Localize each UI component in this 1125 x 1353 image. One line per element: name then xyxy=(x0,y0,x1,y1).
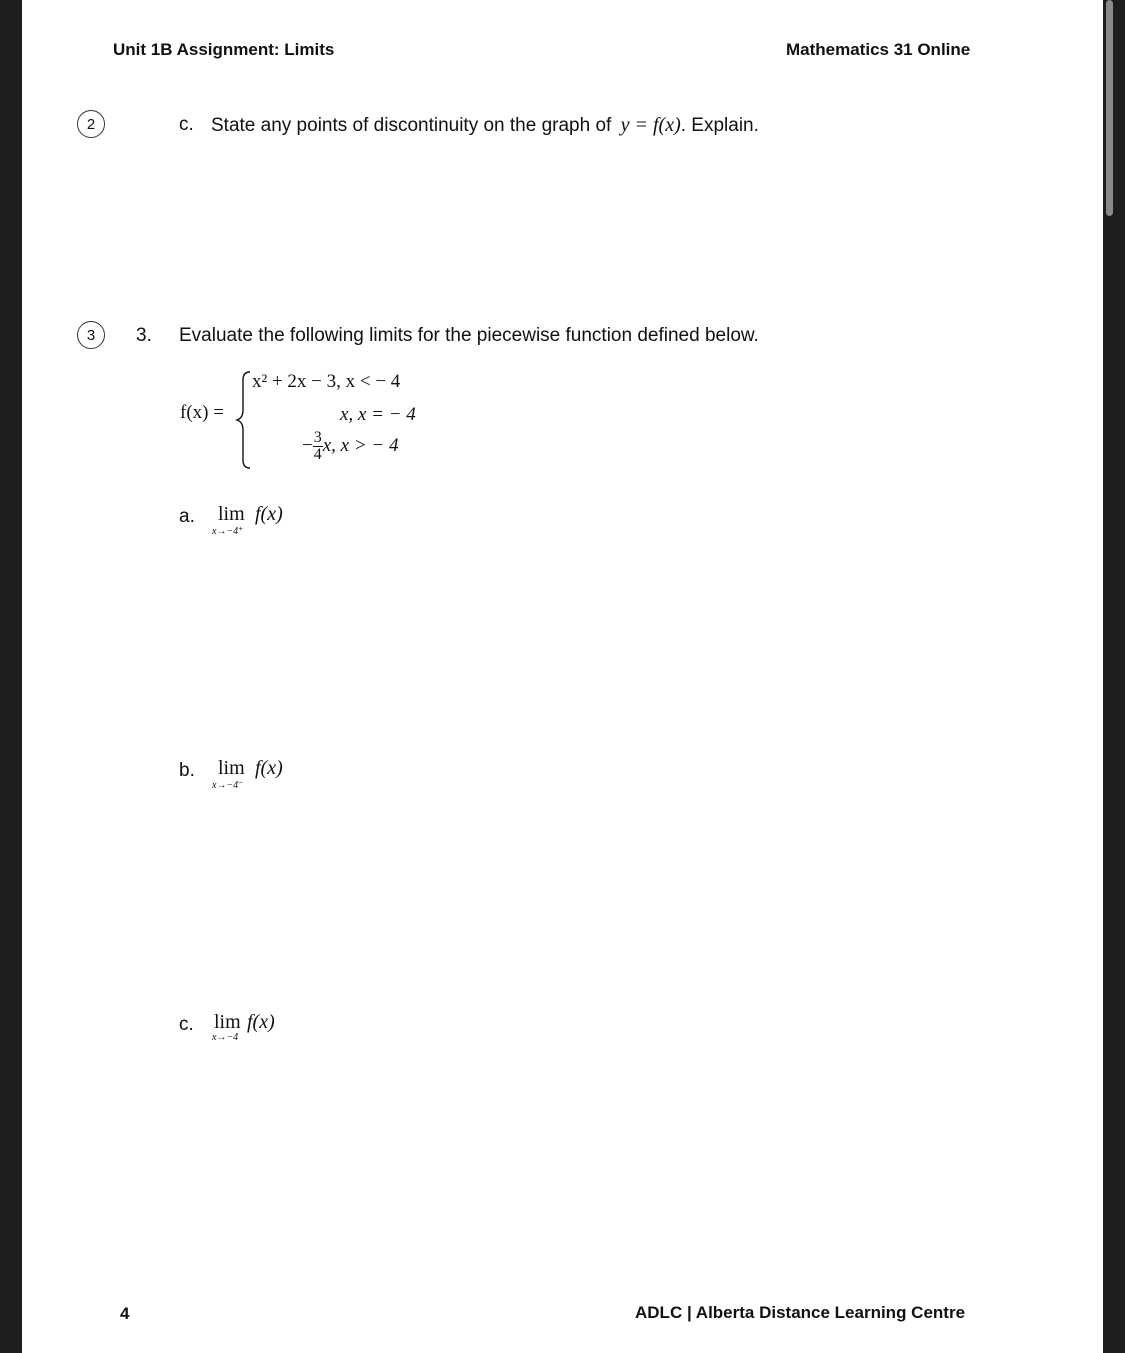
function-lhs: f(x) = xyxy=(180,402,224,423)
limit-subscript: x→−4⁺ xyxy=(212,526,244,537)
question-text: Evaluate the following limits for the piecewise function defined below. xyxy=(179,325,759,346)
limit-expression: f(x) xyxy=(247,1011,275,1033)
marks-circle: 2 xyxy=(77,110,105,138)
question-text-suffix: . Explain. xyxy=(680,115,759,136)
question-text-main: State any points of discontinuity on the graph of xyxy=(211,115,612,136)
limit-word: lim xyxy=(218,757,245,779)
part-label: b. xyxy=(179,760,195,781)
fraction xyxy=(313,430,323,463)
part-label: a. xyxy=(179,506,195,527)
limit-expression: f(x) xyxy=(255,503,283,525)
limit-word: lim xyxy=(214,1011,241,1033)
part-label: c. xyxy=(179,114,194,135)
marks-circle: 3 xyxy=(77,321,105,349)
inline-math: y = f(x) xyxy=(620,114,681,136)
limit-word: lim xyxy=(218,503,245,525)
limit-expression: f(x) xyxy=(255,757,283,779)
limit-subscript: x→−4 xyxy=(212,1032,239,1043)
case-3 xyxy=(302,430,398,463)
fraction-denominator: 4 xyxy=(313,446,322,463)
header-title: Unit 1B Assignment: Limits xyxy=(113,40,335,59)
fraction-numerator: 3 xyxy=(313,429,322,446)
case-3-expr: x, x > − 4 xyxy=(322,434,399,456)
scrollbar-thumb[interactable] xyxy=(1106,0,1113,216)
limit-subscript: x→−4⁻ xyxy=(212,780,244,791)
part-label: c. xyxy=(179,1014,194,1035)
header-course: Mathematics 31 Online xyxy=(786,40,971,59)
question-text xyxy=(211,114,759,137)
document-page xyxy=(22,0,1103,1353)
question-number: 3. xyxy=(136,325,152,346)
case-2: x, x = − 4 xyxy=(340,404,416,425)
case-1: x² + 2x − 3, x < − 4 xyxy=(252,371,401,392)
frac-sign: − xyxy=(302,434,313,456)
page-number: 4 xyxy=(120,1304,130,1323)
footer-org: ADLC | Alberta Distance Learning Centre xyxy=(635,1303,966,1322)
